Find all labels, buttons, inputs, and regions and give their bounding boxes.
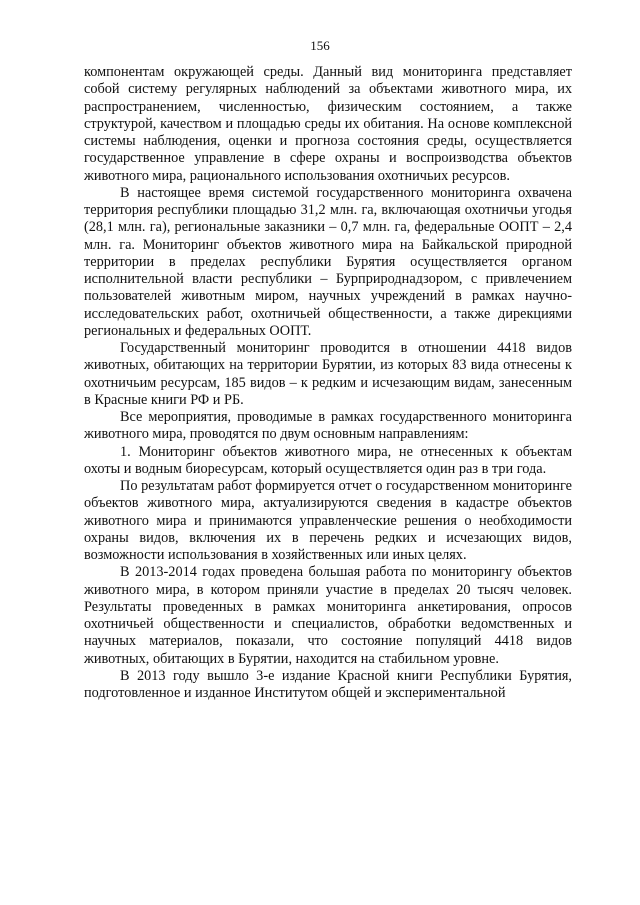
paragraph-3: Государственный мониторинг проводится в отношении 4418 видов животных, обитающих на территории Бурятии, из которых 83 вида отнесены к охотничьим ресурсам, 185 видов – к редким и исчезающим видам, занесенным в Красные книги РФ и РБ. <box>84 340 572 408</box>
paragraph-6: По результатам работ формируется отчет о государственном мониторинге объектов животного мира, актуализируются сведения в кадастре объектов животного мира и принимаются управленческие решения о необходимости охраны видов, включения их в перечень редких и исчезающих видов, возможности использования в хозяйственных или иных целях. <box>84 478 572 563</box>
paragraph-7: В 2013-2014 годах проведена большая работа по мониторингу объектов животного мира, в котором приняли участие в пределах 20 тысяч человек. Результаты проведенных в рамках мониторинга анкетирования, опросов охотничьей общественности и специалистов, обработки ведомственных и научных материалов, показали, что состояние популяций 4418 видов животных, обитающих в Бурятии, находится на стабильном уровне. <box>84 564 572 667</box>
paragraph-4: Все мероприятия, проводимые в рамках государственного мониторинга животного мира, проводятся по двум основным направлениям: <box>84 409 572 443</box>
paragraph-5: 1. Мониторинг объектов животного мира, не отнесенных к объектам охоты и водным биоресурсам, который осуществляется один раз в три года. <box>84 443 572 477</box>
body-text <box>84 64 572 702</box>
paragraph-8: В 2013 году вышло 3-е издание Красной книги Республики Бурятия, подготовленное и изданное Институтом общей и экспериментальной <box>84 667 572 701</box>
paragraph-2: В настоящее время системой государственного мониторинга охвачена территория республики площадью 31,2 млн. га, включающая охотничьи угодья (28,1 млн. га), региональные заказники – 0,7 млн. га, федеральные ООПТ – 2,4 млн. га. Мониторинг объектов животного мира на Байкальской природной территории в пределах республики Бурятия осуществляется органом исполнительной власти республики – Бурприроднадзором, с привлечением пользователей животным миром, научных учреждений в рамках научно-исследовательских работ, охотничьей общественности, а также дирекциями региональных и федеральных ООПТ. <box>84 184 572 339</box>
page-number: 156 <box>310 38 330 53</box>
paragraph-1: компонентам окружающей среды. Данный вид мониторинга представляет собой систему регулярных наблюдений за объектами животного мира, их распространением, численностью, физическим состоянием, а также структурой, качеством и площадью среды их обитания. На основе комплексной системы наблюдения, оценки и прогноза состояния среды, осуществляется государственное управление в сфере охраны и воспроизводства объектов животного мира, рационального использования охотничьих ресурсов. <box>84 64 572 184</box>
